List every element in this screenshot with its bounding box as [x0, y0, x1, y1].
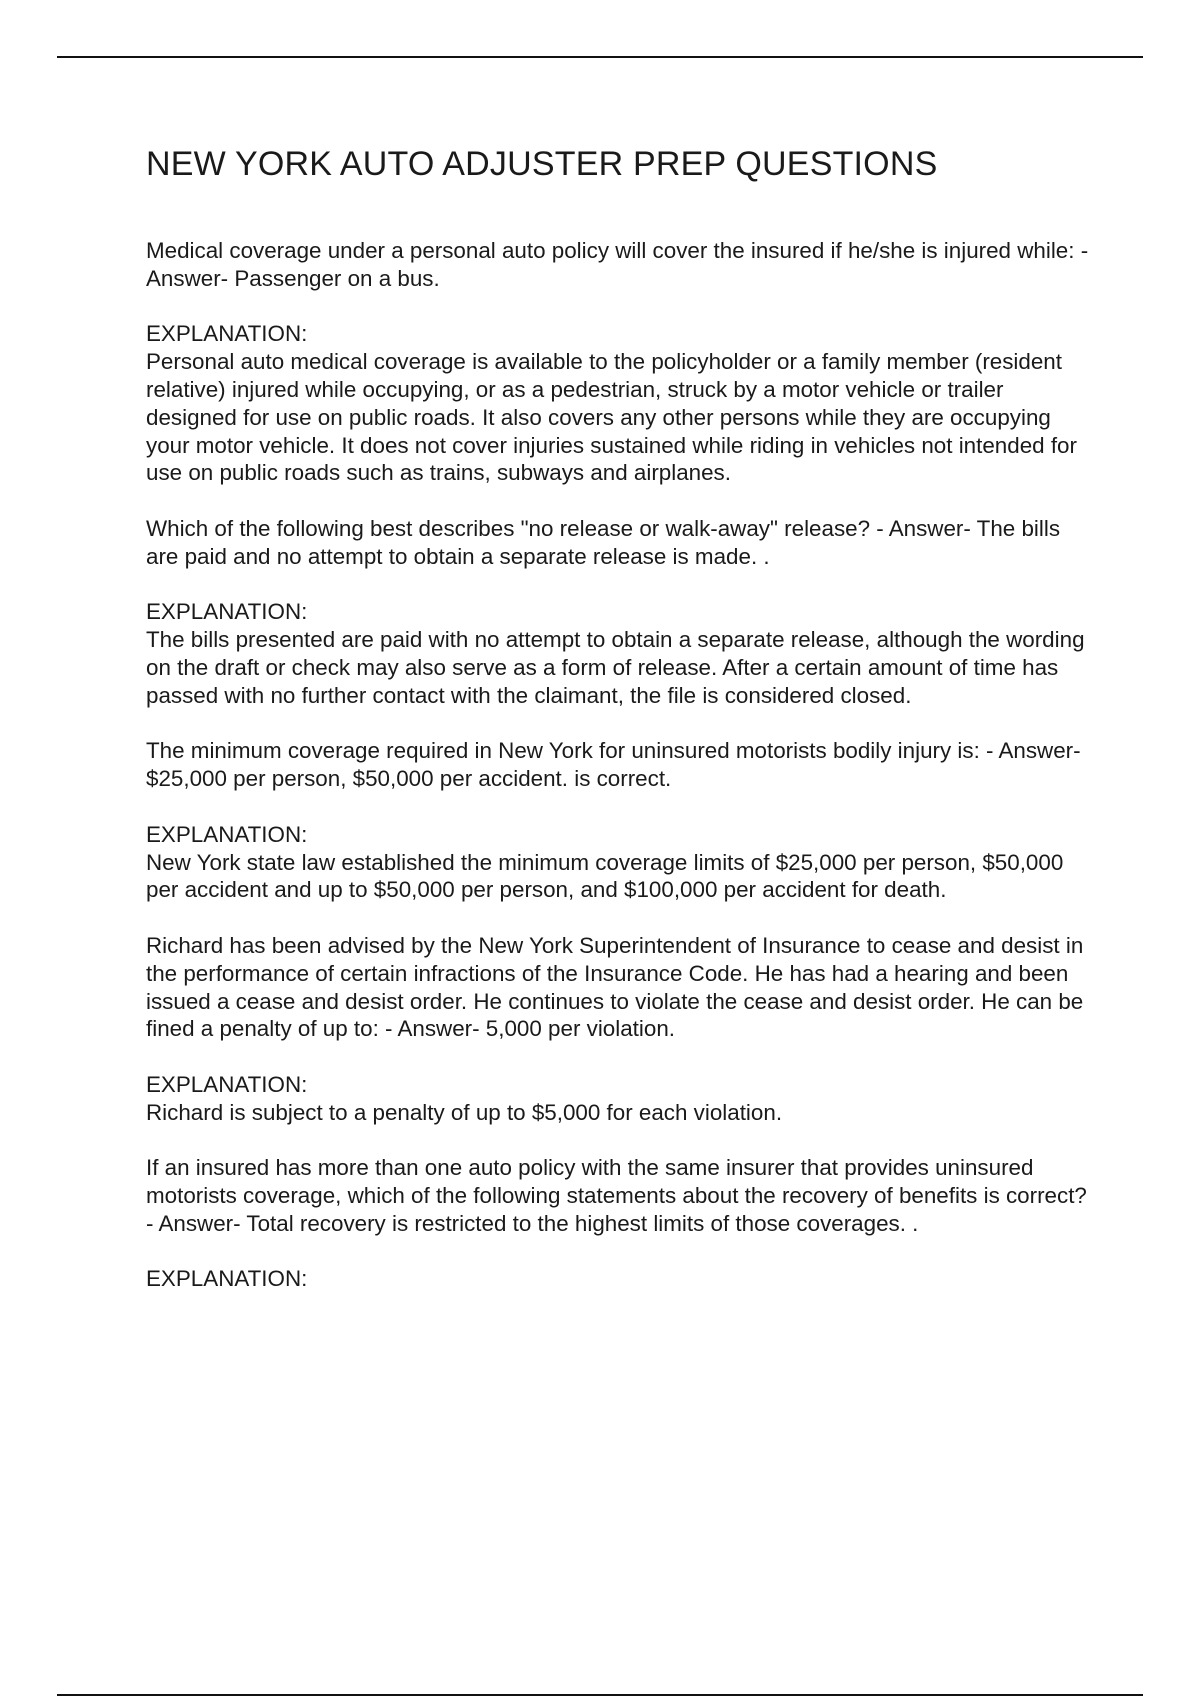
question-text: The minimum coverage required in New York for uninsured motorists bodily injury is: - Answer- $25,000 per person, $50,000 per accident. is correct. — [146, 738, 1081, 792]
explanation-block — [146, 598, 1096, 709]
question-text: Medical coverage under a personal auto policy will cover the insured if he/she is injured while: - Answer- Passenger on a bus. — [146, 238, 1089, 291]
explanation-label: EXPLANATION: — [146, 599, 308, 625]
document-body — [146, 142, 1096, 1321]
page-title: NEW YORK AUTO ADJUSTER PREP QUESTIONS — [146, 145, 938, 183]
qa-item — [146, 237, 1096, 487]
explanation-block — [146, 821, 1096, 904]
question-text: If an insured has more than one auto policy with the same insurer that provides uninsured motorists coverage, which of the following statements about the recovery of benefits is correct? - Answer- Total recovery is restricted to the highest limits of those coverages. . — [146, 1155, 1087, 1236]
explanation-label: EXPLANATION: — [146, 821, 308, 847]
qa-item — [146, 737, 1096, 904]
bottom-rule — [57, 1694, 1143, 1696]
explanation-text: Personal auto medical coverage is available to the policyholder or a family member (resident relative) injured while occupying, or as a pedestrian, struck by a motor vehicle or trailer designed for use on public roads. It also covers any other persons while they are occupying your motor vehicle. It does not cover injuries sustained while riding in vehicles not intended for use on public roads such as trains, subways and airplanes. — [146, 349, 1077, 486]
explanation-text: The bills presented are paid with no attempt to obtain a separate release, although the wording on the draft or check may also serve as a form of release. After a certain amount of time has passed with no further contact with the claimant, the file is considered closed. — [146, 627, 1085, 708]
explanation-label: EXPLANATION: — [146, 321, 308, 347]
question-text: Which of the following best describes "no release or walk-away" release? - Answer- The bills are paid and no attempt to obtain a separate release is made. . — [146, 515, 1061, 569]
explanation-label: EXPLANATION: — [146, 1071, 308, 1097]
top-rule — [57, 56, 1143, 58]
explanation-block — [146, 1071, 1096, 1127]
explanation-text: Richard is subject to a penalty of up to $5,000 for each violation. — [146, 1099, 783, 1125]
qa-item — [146, 515, 1096, 710]
explanation-block — [146, 1265, 1096, 1293]
qa-item — [146, 932, 1096, 1127]
explanation-label: EXPLANATION: — [146, 1266, 308, 1292]
explanation-block — [146, 320, 1096, 487]
qa-item — [146, 1154, 1096, 1293]
question-text: Richard has been advised by the New York Superintendent of Insurance to cease and desist in the performance of certain infractions of the Insurance Code. He has had a hearing and been issued a cease and desist order. He continues to violate the cease and desist order. He can be fined a penalty of up to: - Answer- 5,000 per violation. — [146, 932, 1084, 1042]
explanation-text: New York state law established the minimum coverage limits of $25,000 per person, $50,000 per accident and up to $50,000 per person, and $100,000 per accident for death. — [146, 849, 1064, 903]
